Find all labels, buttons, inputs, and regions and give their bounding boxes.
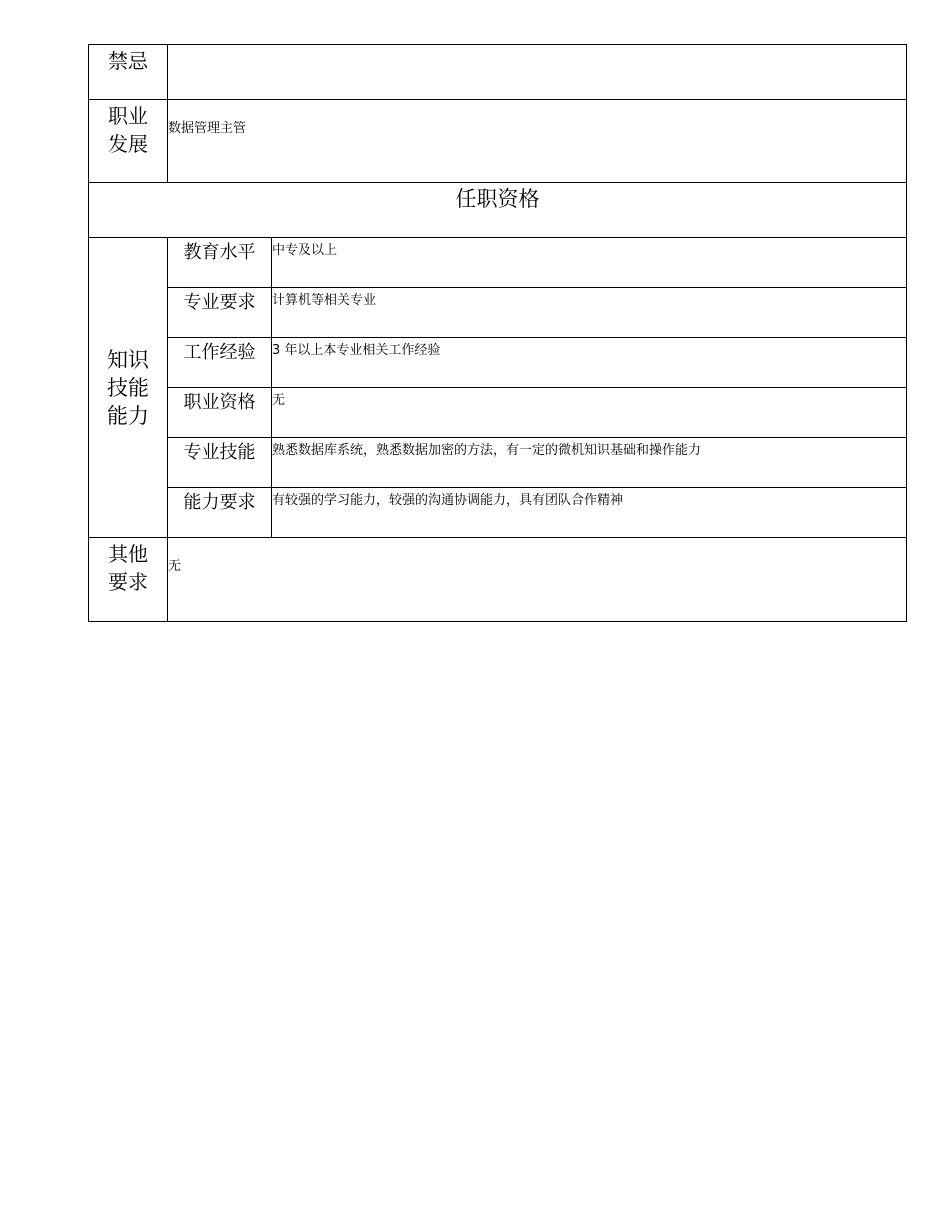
ability-label: 能力要求 [168, 488, 272, 538]
ability-value: 有较强的学习能力，较强的沟通协调能力，具有团队合作精神 [272, 488, 907, 538]
career-label-line1: 职业 [108, 104, 148, 128]
taboo-label: 禁忌 [89, 45, 168, 100]
other-label-line2: 要求 [108, 570, 148, 594]
taboo-row [89, 45, 907, 100]
knowledge-label [89, 238, 168, 538]
knowledge-row-skills [89, 438, 907, 488]
job-requirements-table [88, 44, 907, 622]
other-row [89, 538, 907, 622]
qualification-title-row [89, 183, 907, 238]
other-label [89, 538, 168, 622]
knowledge-row-experience [89, 338, 907, 388]
experience-label: 工作经验 [168, 338, 272, 388]
skills-value: 熟悉数据库系统，熟悉数据加密的方法，有一定的微机知识基础和操作能力 [272, 438, 907, 488]
taboo-value [168, 45, 907, 100]
career-row [89, 100, 907, 183]
knowledge-label-line1: 知识 [107, 347, 149, 372]
career-label-line2: 发展 [108, 132, 148, 156]
knowledge-label-line2: 技能 [107, 375, 149, 400]
major-value: 计算机等相关专业 [272, 288, 907, 338]
education-value: 中专及以上 [272, 238, 907, 288]
major-label: 专业要求 [168, 288, 272, 338]
career-label [89, 100, 168, 183]
other-label-line1: 其他 [108, 542, 148, 566]
career-value: 数据管理主管 [168, 100, 907, 183]
education-label: 教育水平 [168, 238, 272, 288]
knowledge-row-major [89, 288, 907, 338]
other-value: 无 [168, 538, 907, 622]
skills-label: 专业技能 [168, 438, 272, 488]
experience-value: 3 年以上本专业相关工作经验 [272, 338, 907, 388]
knowledge-row-education [89, 238, 907, 288]
certification-value: 无 [272, 388, 907, 438]
knowledge-row-ability [89, 488, 907, 538]
qualification-title: 任职资格 [89, 183, 907, 238]
certification-label: 职业资格 [168, 388, 272, 438]
knowledge-row-certification [89, 388, 907, 438]
knowledge-label-line3: 能力 [107, 403, 149, 428]
